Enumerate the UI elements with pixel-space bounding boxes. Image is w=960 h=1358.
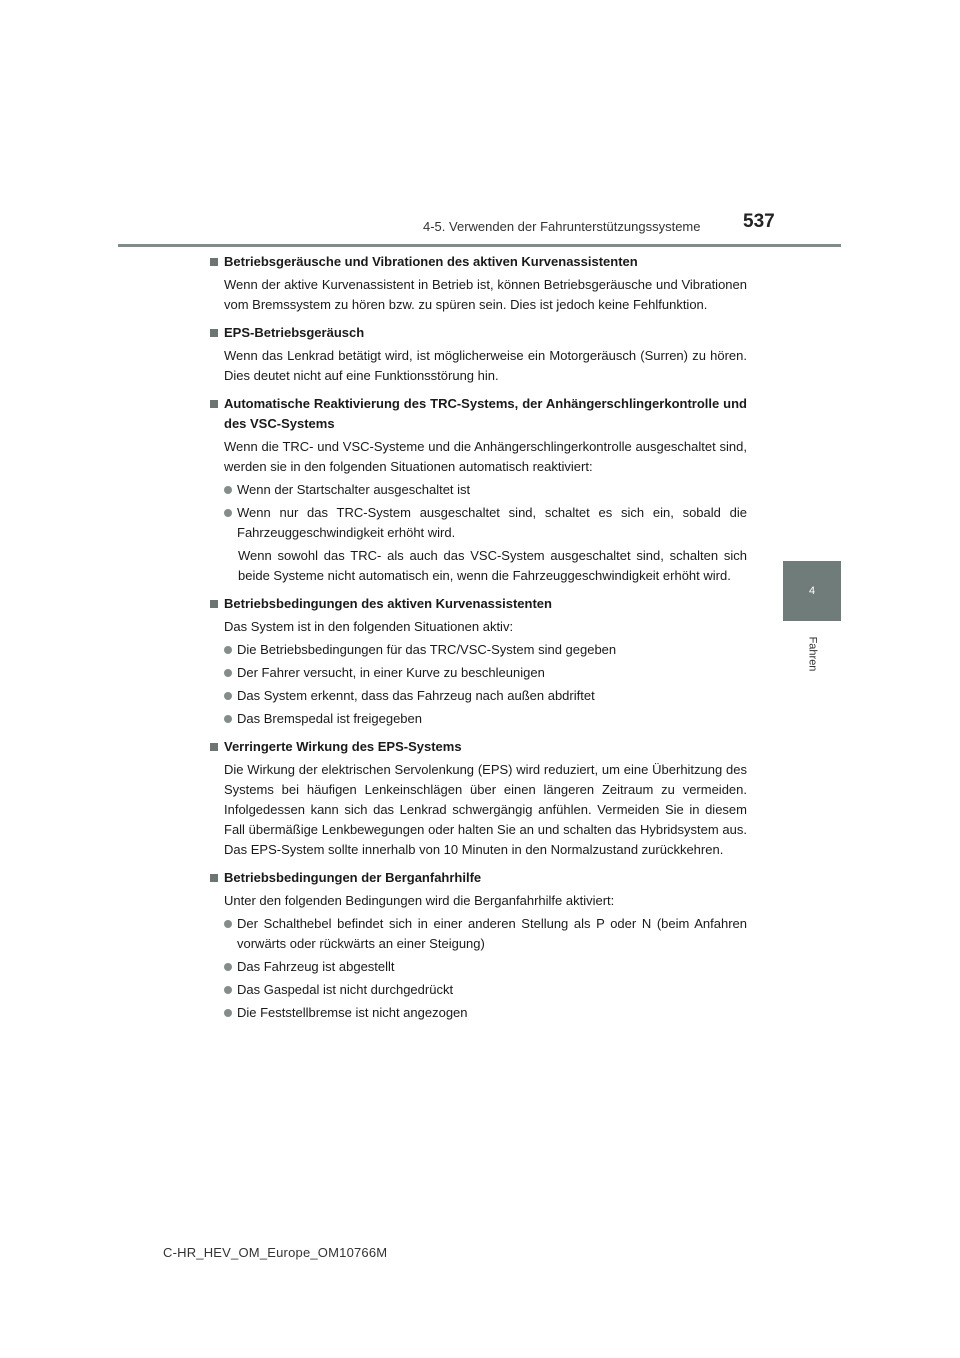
list-item <box>224 640 747 660</box>
circle-bullet-icon <box>224 986 232 994</box>
list-item <box>224 709 747 729</box>
running-header-section: 4-5. Verwenden der Fahrunterstützungssysteme <box>423 219 701 234</box>
list-item-text: Das Fahrzeug ist abgestellt <box>237 959 395 974</box>
circle-bullet-icon <box>224 715 232 723</box>
list-item <box>224 480 747 500</box>
section-paragraph: Wenn das Lenkrad betätigt wird, ist möglicherweise ein Motorgeräusch (Surren) zu hören. Dies deutet nicht auf eine Funktionsstörung hin. <box>224 348 747 383</box>
circle-bullet-icon <box>224 486 232 494</box>
list-item <box>224 914 747 954</box>
section-berganfahrhilfe <box>210 868 747 1023</box>
square-bullet-icon <box>210 874 218 882</box>
section-paragraph: Unter den folgenden Bedingungen wird die Berganfahrhilfe aktiviert: <box>224 893 615 908</box>
circle-bullet-icon <box>224 963 232 971</box>
list-item-text: Der Fahrer versucht, in einer Kurve zu beschleunigen <box>237 665 545 680</box>
square-bullet-icon <box>210 400 218 408</box>
section-heading-text: EPS-Betriebsgeräusch <box>224 325 365 340</box>
section-verringerte-wirkung-eps <box>210 737 747 860</box>
section-paragraph: Die Wirkung der elektrischen Servolenkung (EPS) wird reduziert, um eine Überhitzung des Systems bei häufigen Lenkeinschlägen über einen längeren Zeitraum zu vermeiden. Infolgedessen kann sich das Lenkrad schwergängig anfühlen. Vermeiden Sie in diesem Fall übermäßige Lenkbewegungen oder halten Sie an und schalten das Hybridsystem aus. Das EPS-System sollte innerhalb von 10 Minuten in den Normalzustand zurückkehren. <box>224 762 747 857</box>
list-item <box>224 663 747 683</box>
section-eps-geraeusch <box>210 323 747 386</box>
circle-bullet-icon <box>224 669 232 677</box>
section-reaktivierung <box>210 394 747 586</box>
header-divider <box>118 244 841 247</box>
section-heading <box>210 323 747 343</box>
list-item <box>224 686 747 706</box>
list-item-text: Wenn der Startschalter ausgeschaltet ist <box>237 482 471 497</box>
section-heading-text: Betriebsbedingungen der Berganfahrhilfe <box>224 870 482 885</box>
section-heading-text: Verringerte Wirkung des EPS-Systems <box>224 739 462 754</box>
list-item-text: Das Gaspedal ist nicht durchgedrückt <box>237 982 454 997</box>
section-heading <box>210 868 747 888</box>
page-content <box>210 252 747 1023</box>
list-item <box>224 957 747 977</box>
list-item <box>224 1003 747 1023</box>
chapter-label <box>794 633 830 675</box>
section-heading <box>210 594 747 614</box>
list-item-continuation: Wenn sowohl das TRC- als auch das VSC-System ausgeschaltet sind, schalten sich beide Systeme nicht automatisch ein, wenn die Fahrzeuggeschwindigkeit erhöht wird. <box>238 548 747 583</box>
section-betriebsbedingungen-kurvenassistent <box>210 594 747 729</box>
page-number: 537 <box>743 211 775 232</box>
circle-bullet-icon <box>224 1009 232 1017</box>
section-heading <box>210 394 747 434</box>
circle-bullet-icon <box>224 692 232 700</box>
list-item <box>224 503 747 543</box>
section-heading <box>210 252 747 272</box>
chapter-number: 4 <box>808 585 816 597</box>
square-bullet-icon <box>210 743 218 751</box>
list-item <box>224 980 747 1000</box>
footer-doc-id: C-HR_HEV_OM_Europe_OM10766M <box>163 1245 388 1260</box>
section-paragraph: Wenn der aktive Kurvenassistent in Betrieb ist, können Betriebsgeräusche und Vibrationen vom Bremssystem zu hören bzw. zu spüren sein. Dies ist jedoch keine Fehlfunktion. <box>224 277 747 312</box>
section-heading-text: Automatische Reaktivierung des TRC-Systems, der Anhängerschlingerkontrolle und des VSC-Systems <box>224 396 747 431</box>
section-paragraph: Wenn die TRC- und VSC-Systeme und die Anhängerschlingerkontrolle ausgeschaltet sind, werden sie in den folgenden Situationen automatisch reaktiviert: <box>224 439 747 474</box>
square-bullet-icon <box>210 600 218 608</box>
circle-bullet-icon <box>224 509 232 517</box>
square-bullet-icon <box>210 258 218 266</box>
section-heading <box>210 737 747 757</box>
chapter-tab <box>783 561 841 621</box>
list-item-text: Wenn nur das TRC-System ausgeschaltet sind, schaltet es sich ein, sobald die Fahrzeuggeschwindigkeit erhöht wird. <box>237 505 747 540</box>
chapter-label-text: Fahren <box>805 636 818 672</box>
section-kurvenassistent-geraeusche <box>210 252 747 315</box>
section-heading-text: Betriebsbedingungen des aktiven Kurvenassistenten <box>224 596 552 611</box>
section-paragraph: Das System ist in den folgenden Situationen aktiv: <box>224 619 514 634</box>
circle-bullet-icon <box>224 646 232 654</box>
list-item-text: Die Betriebsbedingungen für das TRC/VSC-System sind gegeben <box>237 642 617 657</box>
list-item-text: Das Bremspedal ist freigegeben <box>237 711 422 726</box>
square-bullet-icon <box>210 329 218 337</box>
section-heading-text: Betriebsgeräusche und Vibrationen des aktiven Kurvenassistenten <box>224 254 638 269</box>
list-item-text: Der Schalthebel befindet sich in einer anderen Stellung als P oder N (beim Anfahren vorwärts oder rückwärts an einer Steigung) <box>237 916 747 951</box>
circle-bullet-icon <box>224 920 232 928</box>
list-item-text: Das System erkennt, dass das Fahrzeug nach außen abdriftet <box>237 688 595 703</box>
list-item-text: Die Feststellbremse ist nicht angezogen <box>237 1005 468 1020</box>
